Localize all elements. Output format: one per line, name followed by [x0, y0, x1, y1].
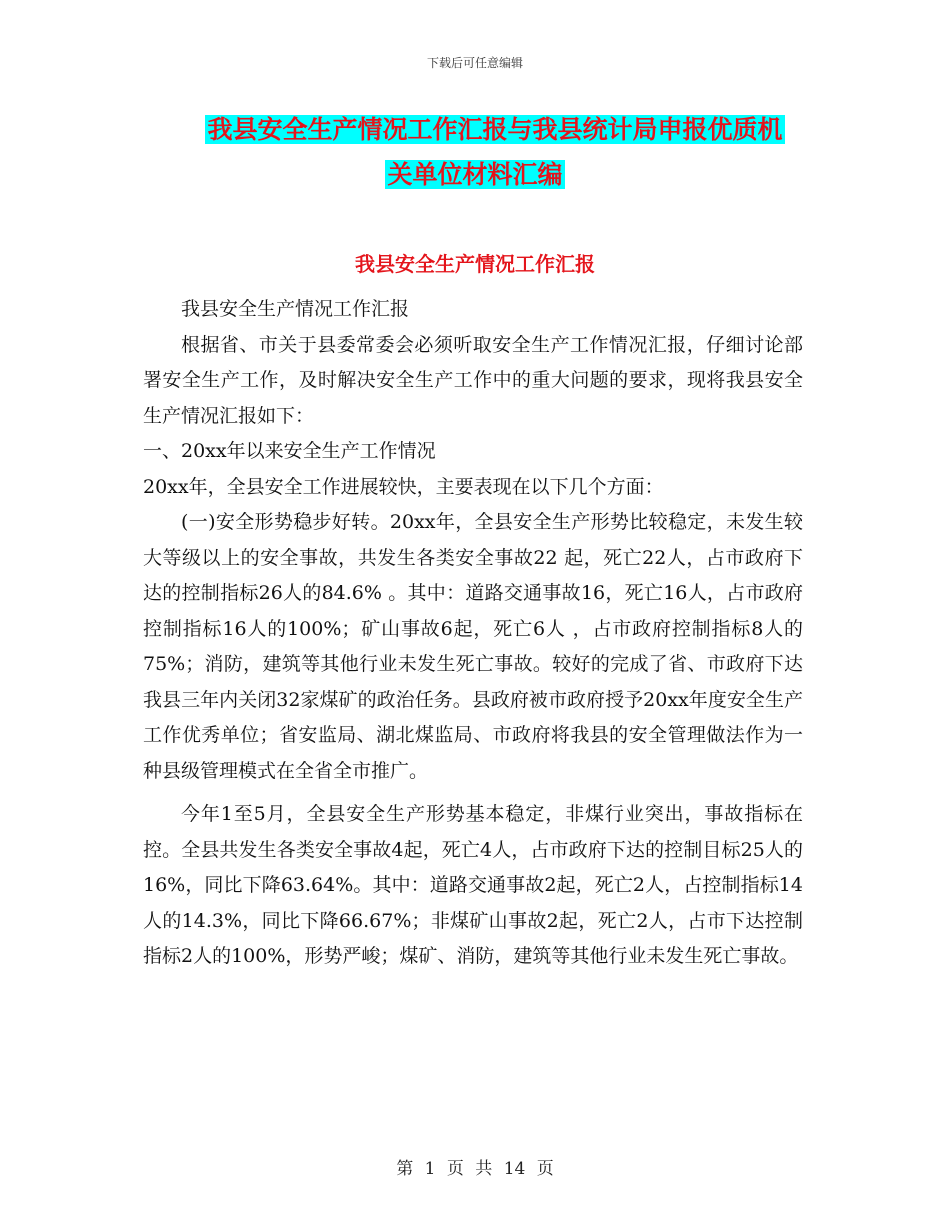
- main-title-line-2-text: 关单位材料汇编: [387, 160, 563, 189]
- section-title: 我县安全生产情况工作汇报: [355, 252, 595, 276]
- paragraph-summary: 20xx年，全县安全工作进展较快，主要表现在以下几个方面：: [143, 475, 664, 498]
- header-note: 下载后可任意编辑: [426, 56, 523, 70]
- main-title-line-1-text: 我县安全生产情况工作汇报与我县统计局申报优质机: [207, 115, 783, 144]
- body-text: [143, 292, 803, 975]
- main-title-line-2: [0, 155, 950, 195]
- paragraph-this-year: 今年1至5月，全县安全生产形势基本稳定，非煤行业突出，事故指标在控。全县共发生各类安全事故4起，死亡4人，占市政府下达的控制目标25人的16%，同比下降63.64%。其中：道路交通事故2起，死亡2人，占控制指标14人的14.3%，同比下降66.67%；非煤矿山事故2起，死亡2人，占市下达控制指标2人的100%，形势严峻；煤矿、消防，建筑等其他行业未发生死亡事故。: [143, 803, 803, 967]
- page-footer: 第 1 页 共 14 页: [396, 1159, 554, 1179]
- paragraph-situation: (一)安全形势稳步好转。20xx年，全县安全生产形势比较稳定，未发生较大等级以上的安全事故，共发生各类安全事故22 起，死亡22人，占市政府下达的控制指标26人的84.6% 。其中：道路交通事故16，死亡16人，占市政府控制指标16人的100%；矿山事故6起，死亡6人 ，占市政府控制指标8人的75%；消防，建筑等其他行业未发生死亡事故。较好的完成了省、市政府下达我县三年内关闭32家煤矿的政治任务。县政府被市政府授予20xx年度安全生产工作优秀单位；省安监局、湖北煤监局、市政府将我县的安全管理做法作为一种县级管理模式在全省全市推广。: [143, 511, 803, 782]
- paragraph-section-one: 一、20xx年以来安全生产工作情况: [143, 440, 436, 462]
- paragraph-heading: 我县安全生产情况工作汇报: [181, 298, 410, 320]
- paragraph-intro: 根据省、市关于县委常委会必须听取安全生产工作情况汇报，仔细讨论部署安全生产工作，及时解决安全生产工作中的重大问题的要求，现将我县安全生产情况汇报如下：: [143, 333, 803, 427]
- main-title-line-1: [0, 110, 950, 150]
